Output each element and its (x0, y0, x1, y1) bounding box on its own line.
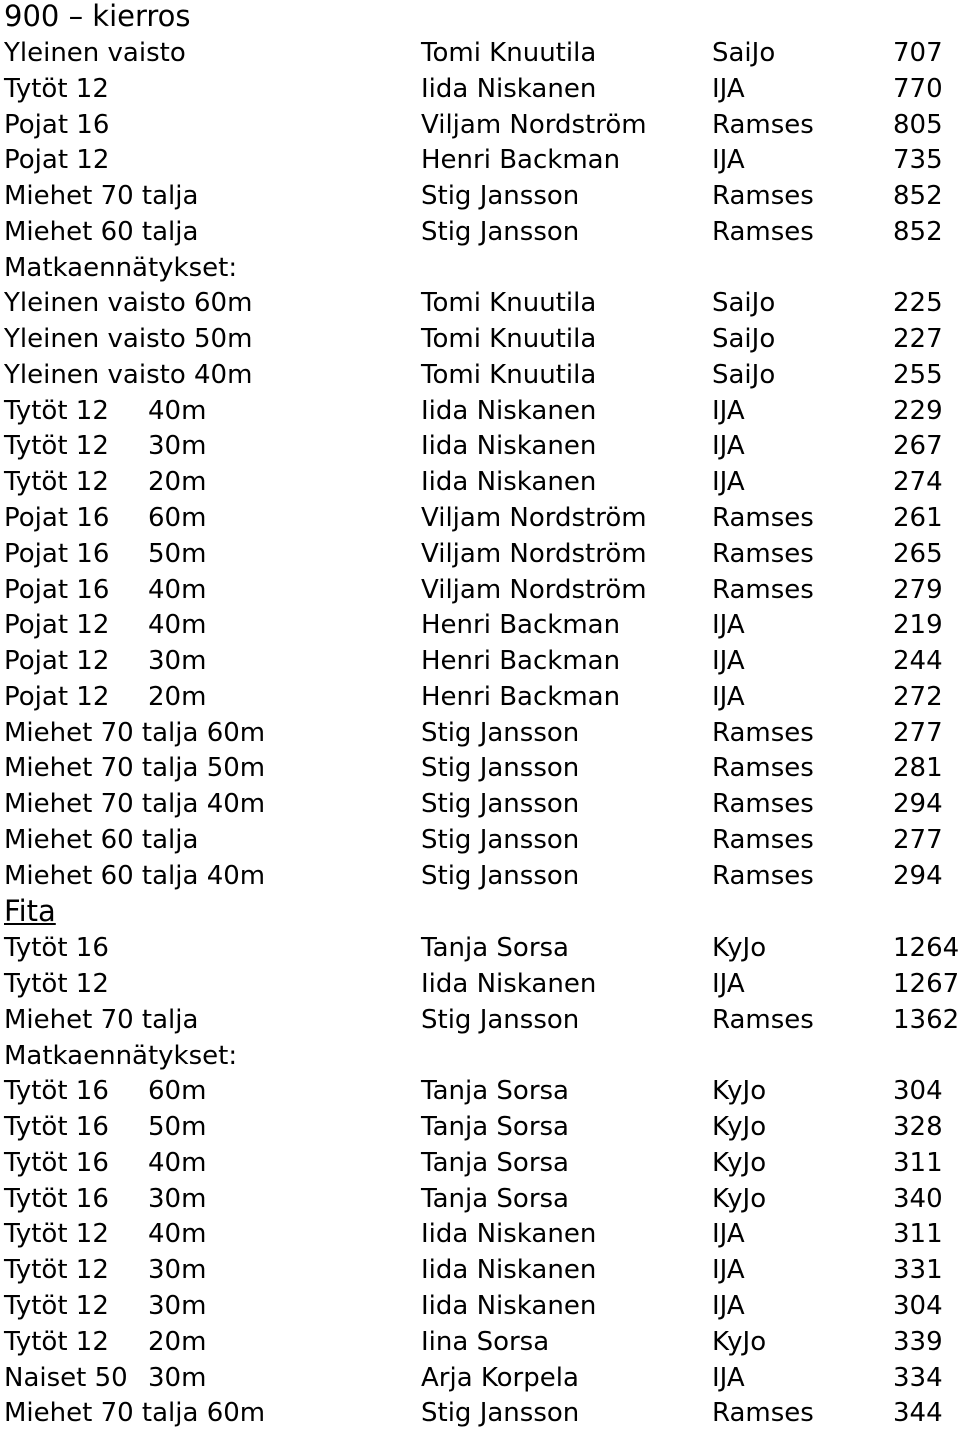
score-cell: 304 (893, 1291, 943, 1321)
club-cell: IJA (712, 1219, 745, 1249)
athlete-cell: Stig Jansson (421, 825, 580, 855)
score-cell: 281 (893, 753, 943, 783)
club-cell: Ramses (712, 539, 814, 569)
distance-record-row (0, 393, 960, 429)
distance-record-row (0, 715, 960, 751)
athlete-cell: Viljam Nordström (421, 539, 647, 569)
club-cell: KyJo (712, 1112, 767, 1142)
athlete-cell: Stig Jansson (421, 753, 580, 783)
athlete-cell: Iida Niskanen (421, 1219, 597, 1249)
distance-record-row (0, 321, 960, 357)
club-cell: Ramses (712, 503, 814, 533)
category-cell: Yleinen vaisto 50m (4, 324, 253, 354)
category-cell: Yleinen vaisto 40m (4, 360, 253, 390)
category-cell: Miehet 70 talja (4, 181, 199, 211)
athlete-cell: Henri Backman (421, 682, 621, 712)
category-cell: Pojat 16 (4, 110, 110, 140)
score-cell: 707 (893, 38, 943, 68)
score-cell: 274 (893, 467, 943, 497)
athlete-cell: Tanja Sorsa (421, 1076, 569, 1106)
club-cell: Ramses (712, 575, 814, 605)
score-cell: 331 (893, 1255, 943, 1285)
section-title: Fita (4, 894, 56, 928)
category-cell: Pojat 16 (4, 575, 110, 605)
club-cell: SaiJo (712, 288, 776, 318)
distance-cell: 60m (148, 1076, 207, 1106)
athlete-cell: Tanja Sorsa (421, 1148, 569, 1178)
distance-record-row (0, 679, 960, 715)
score-cell: 852 (893, 217, 943, 247)
club-cell: Ramses (712, 1005, 814, 1035)
distance-record-row (0, 858, 960, 894)
section-title: 900 – kierros (4, 0, 191, 33)
distance-cell: 40m (148, 610, 207, 640)
category-cell: Yleinen vaisto 60m (4, 288, 253, 318)
category-cell: Pojat 12 (4, 682, 110, 712)
score-cell: 1264 (893, 933, 960, 963)
score-cell: 277 (893, 825, 943, 855)
club-cell: Ramses (712, 1398, 814, 1428)
distance-record-row (0, 1109, 960, 1145)
score-cell: 311 (893, 1219, 943, 1249)
score-cell: 1362 (893, 1005, 960, 1035)
athlete-cell: Stig Jansson (421, 861, 580, 891)
distance-record-row (0, 1324, 960, 1360)
athlete-cell: Iida Niskanen (421, 969, 597, 999)
category-cell: Tytöt 12 (4, 1291, 109, 1321)
athlete-cell: Viljam Nordström (421, 110, 647, 140)
category-cell: Tytöt 16 (4, 1076, 109, 1106)
category-cell: Tytöt 12 (4, 1255, 109, 1285)
category-cell: Miehet 70 talja 50m (4, 753, 266, 783)
club-cell: Ramses (712, 789, 814, 819)
athlete-cell: Henri Backman (421, 145, 621, 175)
distance-cell: 30m (148, 1255, 207, 1285)
score-cell: 770 (893, 74, 943, 104)
club-cell: KyJo (712, 1076, 767, 1106)
category-cell: Tytöt 12 (4, 396, 109, 426)
distance-cell: 60m (148, 503, 207, 533)
distance-record-row (0, 1288, 960, 1324)
distance-cell: 30m (148, 1363, 207, 1393)
athlete-cell: Arja Korpela (421, 1363, 579, 1393)
athlete-cell: Tanja Sorsa (421, 933, 569, 963)
athlete-cell: Iida Niskanen (421, 467, 597, 497)
distance-record-row (0, 1360, 960, 1396)
athlete-cell: Stig Jansson (421, 789, 580, 819)
score-cell: 225 (893, 288, 943, 318)
subsection-title: Matkaennätykset: (4, 253, 238, 283)
club-cell: IJA (712, 1255, 745, 1285)
distance-record-row (0, 607, 960, 643)
distance-cell: 40m (148, 1219, 207, 1249)
athlete-cell: Iida Niskanen (421, 396, 597, 426)
distance-cell: 30m (148, 1184, 207, 1214)
score-cell: 229 (893, 396, 943, 426)
distance-cell: 30m (148, 1291, 207, 1321)
club-cell: KyJo (712, 1327, 767, 1357)
athlete-cell: Henri Backman (421, 646, 621, 676)
record-row (0, 214, 960, 250)
distance-record-row (0, 1252, 960, 1288)
distance-record-row (0, 1216, 960, 1252)
score-cell: 304 (893, 1076, 943, 1106)
club-cell: SaiJo (712, 360, 776, 390)
record-row (0, 35, 960, 71)
athlete-cell: Tomi Knuutila (421, 360, 597, 390)
athlete-cell: Iina Sorsa (421, 1327, 550, 1357)
score-cell: 267 (893, 431, 943, 461)
category-cell: Yleinen vaisto (4, 38, 186, 68)
category-cell: Tytöt 16 (4, 933, 109, 963)
score-cell: 294 (893, 789, 943, 819)
score-cell: 339 (893, 1327, 943, 1357)
category-cell: Pojat 16 (4, 503, 110, 533)
athlete-cell: Viljam Nordström (421, 575, 647, 605)
distance-cell: 20m (148, 682, 207, 712)
record-row (0, 71, 960, 107)
score-cell: 805 (893, 110, 943, 140)
club-cell: IJA (712, 396, 745, 426)
athlete-cell: Stig Jansson (421, 181, 580, 211)
distance-cell: 30m (148, 431, 207, 461)
record-row (0, 107, 960, 143)
subsection-title: Matkaennätykset: (4, 1041, 238, 1071)
distance-record-row (0, 428, 960, 464)
club-cell: Ramses (712, 753, 814, 783)
score-cell: 852 (893, 181, 943, 211)
distance-record-row (0, 285, 960, 321)
distance-record-row (0, 357, 960, 393)
category-cell: Tytöt 12 (4, 431, 109, 461)
score-cell: 1267 (893, 969, 960, 999)
club-cell: KyJo (712, 933, 767, 963)
athlete-cell: Iida Niskanen (421, 431, 597, 461)
category-cell: Tytöt 16 (4, 1184, 109, 1214)
category-cell: Tytöt 12 (4, 969, 109, 999)
club-cell: Ramses (712, 217, 814, 247)
distance-record-row (0, 1181, 960, 1217)
club-cell: Ramses (712, 861, 814, 891)
athlete-cell: Viljam Nordström (421, 503, 647, 533)
athlete-cell: Iida Niskanen (421, 1291, 597, 1321)
distance-record-row (0, 786, 960, 822)
club-cell: Ramses (712, 110, 814, 140)
club-cell: IJA (712, 610, 745, 640)
category-cell: Naiset 50 (4, 1363, 128, 1393)
club-cell: IJA (712, 145, 745, 175)
score-cell: 255 (893, 360, 943, 390)
category-cell: Tytöt 12 (4, 1219, 109, 1249)
category-cell: Miehet 60 talja (4, 825, 199, 855)
distance-record-row (0, 1145, 960, 1181)
category-cell: Tytöt 16 (4, 1148, 109, 1178)
club-cell: IJA (712, 74, 745, 104)
distance-cell: 20m (148, 1327, 207, 1357)
score-cell: 344 (893, 1398, 943, 1428)
score-cell: 340 (893, 1184, 943, 1214)
distance-cell: 30m (148, 646, 207, 676)
record-row (0, 142, 960, 178)
athlete-cell: Stig Jansson (421, 718, 580, 748)
club-cell: Ramses (712, 825, 814, 855)
record-row (0, 178, 960, 214)
distance-record-row (0, 750, 960, 786)
athlete-cell: Iida Niskanen (421, 1255, 597, 1285)
club-cell: SaiJo (712, 324, 776, 354)
club-cell: IJA (712, 682, 745, 712)
category-cell: Miehet 60 talja (4, 217, 199, 247)
category-cell: Miehet 60 talja 40m (4, 861, 266, 891)
category-cell: Miehet 70 talja 60m (4, 718, 266, 748)
distance-cell: 40m (148, 575, 207, 605)
distance-cell: 50m (148, 539, 207, 569)
score-cell: 261 (893, 503, 943, 533)
distance-record-row (0, 572, 960, 608)
distance-cell: 50m (148, 1112, 207, 1142)
score-cell: 328 (893, 1112, 943, 1142)
category-cell: Tytöt 16 (4, 1112, 109, 1142)
club-cell: IJA (712, 431, 745, 461)
club-cell: KyJo (712, 1184, 767, 1214)
record-row (0, 966, 960, 1002)
athlete-cell: Henri Backman (421, 610, 621, 640)
distance-record-row (0, 500, 960, 536)
score-cell: 244 (893, 646, 943, 676)
athlete-cell: Tomi Knuutila (421, 38, 597, 68)
club-cell: KyJo (712, 1148, 767, 1178)
distance-record-row (0, 1395, 960, 1431)
score-cell: 334 (893, 1363, 943, 1393)
athlete-cell: Tomi Knuutila (421, 288, 597, 318)
athlete-cell: Stig Jansson (421, 1398, 580, 1428)
category-cell: Pojat 12 (4, 145, 110, 175)
score-cell: 227 (893, 324, 943, 354)
athlete-cell: Stig Jansson (421, 217, 580, 247)
score-cell: 265 (893, 539, 943, 569)
category-cell: Tytöt 12 (4, 1327, 109, 1357)
athlete-cell: Tanja Sorsa (421, 1112, 569, 1142)
distance-record-row (0, 464, 960, 500)
club-cell: IJA (712, 1363, 745, 1393)
score-cell: 294 (893, 861, 943, 891)
score-cell: 279 (893, 575, 943, 605)
club-cell: Ramses (712, 181, 814, 211)
category-cell: Miehet 70 talja 40m (4, 789, 266, 819)
club-cell: IJA (712, 1291, 745, 1321)
category-cell: Pojat 12 (4, 646, 110, 676)
club-cell: IJA (712, 646, 745, 676)
score-cell: 735 (893, 145, 943, 175)
athlete-cell: Tanja Sorsa (421, 1184, 569, 1214)
distance-cell: 40m (148, 1148, 207, 1178)
score-cell: 219 (893, 610, 943, 640)
category-cell: Pojat 12 (4, 610, 110, 640)
distance-record-row (0, 1073, 960, 1109)
category-cell: Tytöt 12 (4, 74, 109, 104)
distance-record-row (0, 822, 960, 858)
athlete-cell: Tomi Knuutila (421, 324, 597, 354)
score-cell: 272 (893, 682, 943, 712)
club-cell: Ramses (712, 718, 814, 748)
club-cell: IJA (712, 969, 745, 999)
category-cell: Miehet 70 talja 60m (4, 1398, 266, 1428)
score-cell: 311 (893, 1148, 943, 1178)
distance-record-row (0, 643, 960, 679)
distance-record-row (0, 536, 960, 572)
athlete-cell: Stig Jansson (421, 1005, 580, 1035)
athlete-cell: Iida Niskanen (421, 74, 597, 104)
distance-cell: 20m (148, 467, 207, 497)
club-cell: IJA (712, 467, 745, 497)
club-cell: SaiJo (712, 38, 776, 68)
category-cell: Tytöt 12 (4, 467, 109, 497)
category-cell: Pojat 16 (4, 539, 110, 569)
record-row (0, 1002, 960, 1038)
category-cell: Miehet 70 talja (4, 1005, 199, 1035)
score-cell: 277 (893, 718, 943, 748)
distance-cell: 40m (148, 396, 207, 426)
record-row (0, 930, 960, 966)
